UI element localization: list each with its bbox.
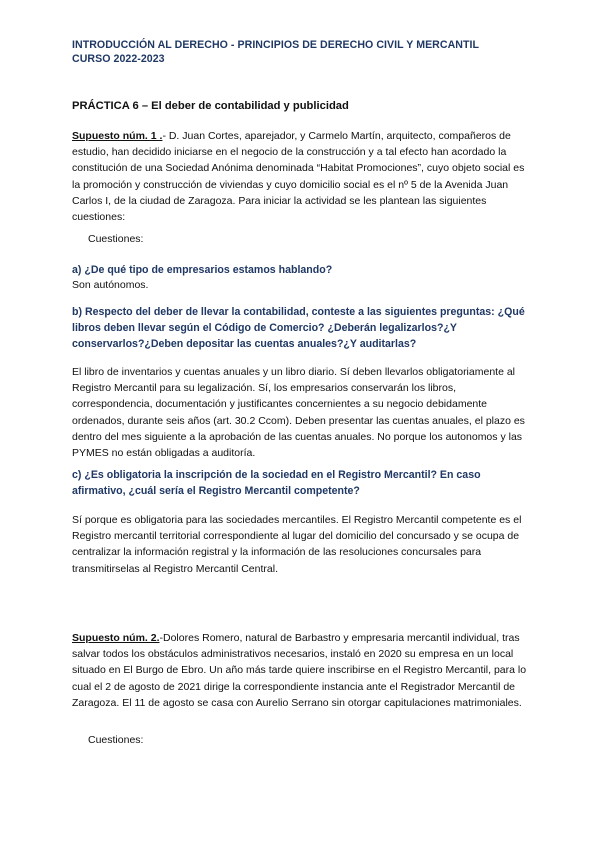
course-header [72,38,479,66]
case-1-statement [72,128,530,225]
case-1-cuestiones-label: Cuestiones: [88,233,144,245]
answer-a: Son autónomos. [72,279,149,291]
case-2-text: -Dolores Romero, natural de Barbastro y empresaria mercantil individual, tras salvar todos los obstáculos administrativos necesarios, instaló en 2020 su empresa en un local situado en El Burgo de Ebro. Un año más tarde quiere inscribirse en el Registro Mercantil, para lo cual el 2 de agosto de 2021 dirige la correspondiente instancia ante el Registrador Mercantil de Zaragoza. El 11 de agosto se casa con Aurelio Serrano sin otorgar capitulaciones matrimoniales. [72,632,527,709]
practice-title: PRÁCTICA 6 – El deber de contabilidad y publicidad [72,100,349,112]
case-2-cuestiones-label: Cuestiones: [88,734,144,746]
case-2-statement [72,630,530,711]
course-title: INTRODUCCIÓN AL DERECHO - PRINCIPIOS DE DERECHO CIVIL Y MERCANTIL [72,39,480,51]
case-1-text: - D. Juan Cortes, aparejador, y Carmelo Martín, arquitecto, compañeros de estudio, han decidido iniciarse en el negocio de la construcción y a tal efecto han acordado la constitución de una Sociedad Anónima denominada “Habitat Promociones”, cuyo objeto social es la promoción y construcción de viviendas y cuyo domicilio social es el nº 5 de la Avenida Juan Carlos I, de la ciudad de Zaragoza. Para iniciar la actividad se les plantean las siguientes cuestiones: [72,130,525,224]
answer-c: Sí porque es obligatoria para las sociedades mercantiles. El Registro Mercantil competente es el Registro mercantil territorial correspondiente al lugar del domicilio del concursado y se ocupa de centralizar la información registral y la información de las resoluciones concursales para transmitirselas al Registro Mercantil Central. [72,514,522,575]
question-c: c) ¿Es obligatoria la inscripción de la sociedad en el Registro Mercantil? En caso afirmativo, ¿cuál sería el Registro Mercantil competente? [72,469,481,498]
case-1-label: Supuesto núm. 1 . [72,130,163,142]
question-a: a) ¿De qué tipo de empresarios estamos hablando? [72,264,333,276]
answer-b: El libro de inventarios y cuentas anuales y un libro diario. Sí deben llevarlos obligatoriamente al Registro Mercantil para su legalización. Sí, los empresarios conservarán los libros, correspondencia, documentación y justificantes concernientes a su negocio debidamente ordenados, durante seis años (art. 30.2 Ccom). Deben presentar las cuentas anuales, el plazo es dentro del mes siguiente a la aprobación de las cuentas anuales. No porque los autonomos y las PYMES no están obligadas a auditoría. [72,366,525,460]
course-year: CURSO 2022-2023 [72,53,165,65]
case-2-label: Supuesto núm. 2. [72,632,160,644]
question-b: b) Respecto del deber de llevar la contabilidad, conteste a las siguientes preguntas: ¿Qué libros deben llevar según el Código de Comercio? ¿Deberán legalizarlos?¿Y conservarlos?¿Deben depositar las cuentas anuales?¿Y auditarlas? [72,306,525,351]
